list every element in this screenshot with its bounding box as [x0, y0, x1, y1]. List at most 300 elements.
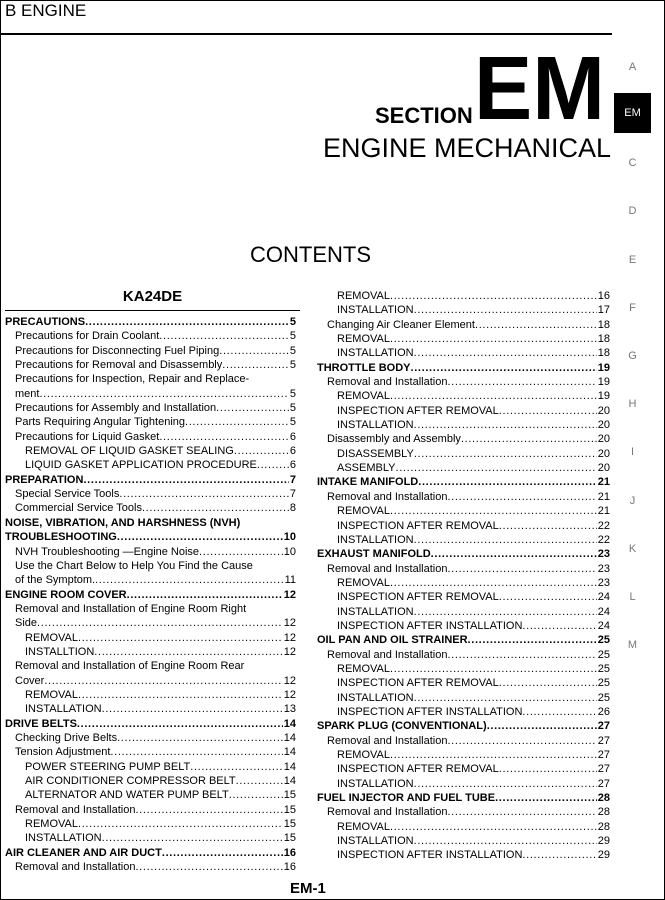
toc-entry-title: Use the Chart Below to Help You Find the Cause — [15, 559, 253, 572]
toc-entry[interactable] — [317, 289, 610, 303]
toc-dot-leader — [414, 605, 597, 619]
toc-entry-title: ASSEMBLY — [337, 462, 396, 475]
toc-entry-title: INSPECTION AFTER INSTALLATION — [337, 619, 523, 632]
toc-entry-page: 7 — [289, 488, 296, 501]
toc-entry-title: INSPECTION AFTER REMOVAL — [337, 677, 499, 690]
toc-dot-leader — [390, 662, 597, 676]
index-tab-m[interactable]: M — [627, 639, 638, 652]
toc-entry-page: 5 — [289, 344, 296, 357]
toc-entry-page: 20 — [597, 404, 610, 417]
toc-dot-leader — [390, 576, 597, 590]
toc-entry[interactable] — [317, 432, 610, 446]
index-tab-e[interactable]: E — [628, 253, 637, 266]
toc-entry-title: Precautions for Liquid Gasket — [15, 430, 160, 443]
toc-entry-title: FUEL INJECTOR AND FUEL TUBE — [317, 792, 496, 805]
toc-entry[interactable] — [5, 516, 296, 530]
toc-entry-title: AIR CLEANER AND AIR DUCT — [5, 846, 162, 859]
toc-entry-page: 16 — [283, 846, 296, 859]
toc-right-column — [317, 289, 610, 863]
toc-dot-leader — [414, 447, 597, 461]
toc-entry[interactable] — [5, 645, 296, 659]
toc-dot-leader — [499, 762, 597, 776]
toc-entry-page: 20 — [597, 433, 610, 446]
toc-entry-title: Removal and Installation — [327, 562, 448, 575]
toc-entry-title: INSTALLATION — [337, 533, 414, 546]
toc-entry[interactable] — [5, 702, 296, 716]
toc-dot-leader — [110, 745, 282, 759]
toc-entry-title: DRIVE BELTS — [5, 717, 77, 730]
toc-dot-leader — [418, 475, 597, 489]
toc-entry[interactable] — [317, 547, 610, 561]
toc-dot-leader — [431, 547, 597, 561]
toc-entry-page: 25 — [597, 677, 610, 690]
toc-entry-title: INSPECTION AFTER REMOVAL — [337, 591, 499, 604]
toc-entry-title: INSPECTION AFTER INSTALLATION — [337, 849, 523, 862]
toc-entry[interactable] — [5, 401, 296, 415]
toc-entry[interactable] — [5, 674, 296, 688]
toc-entry[interactable] — [317, 633, 610, 647]
toc-dot-leader — [390, 504, 597, 518]
toc-entry-page: 21 — [597, 505, 610, 518]
toc-entry[interactable] — [317, 762, 610, 776]
toc-entry[interactable] — [5, 372, 296, 386]
toc-dot-leader — [190, 760, 283, 774]
toc-entry-page: 6 — [289, 459, 296, 472]
toc-entry-page: 25 — [597, 691, 610, 704]
toc-dot-leader — [396, 461, 597, 475]
toc-entry-page: 28 — [597, 806, 610, 819]
toc-entry[interactable] — [317, 404, 610, 418]
toc-entry-page: 19 — [597, 376, 610, 389]
toc-entry-page: 22 — [597, 519, 610, 532]
toc-entry[interactable] — [317, 490, 610, 504]
toc-entry[interactable] — [317, 705, 610, 719]
toc-entry[interactable] — [5, 774, 296, 788]
toc-dot-leader — [77, 717, 283, 731]
toc-entry[interactable] — [5, 760, 296, 774]
toc-entry-page: 5 — [289, 402, 296, 415]
toc-entry-title: Removal and Installation — [327, 806, 448, 819]
toc-entry-title: INSTALLATION — [25, 832, 102, 845]
toc-entry-page: 7 — [289, 473, 296, 486]
toc-entry-page: 29 — [597, 835, 610, 848]
toc-entry-page: 15 — [283, 818, 296, 831]
toc-entry-title: Removal and Installation — [327, 648, 448, 661]
toc-entry-page: 5 — [289, 330, 296, 343]
toc-dot-leader — [117, 731, 283, 745]
toc-dot-leader — [522, 848, 596, 862]
toc-entry[interactable] — [5, 458, 296, 472]
toc-entry-title: INSTALLATION — [337, 835, 414, 848]
toc-entry-page: 14 — [283, 746, 296, 759]
toc-entry-page: 27 — [597, 720, 610, 733]
toc-dot-leader — [447, 648, 596, 662]
toc-entry[interactable] — [317, 848, 610, 862]
toc-entry-title: REMOVAL — [337, 820, 390, 833]
toc-entry[interactable] — [5, 717, 296, 731]
toc-entry-page: 24 — [597, 591, 610, 604]
toc-dot-leader — [414, 303, 597, 317]
toc-entry-page: 25 — [597, 634, 610, 647]
toc-dot-leader — [119, 487, 289, 501]
toc-dot-leader — [414, 777, 597, 791]
toc-entry-title: INSPECTION AFTER REMOVAL — [337, 763, 499, 776]
toc-entry[interactable] — [317, 691, 610, 705]
toc-entry-title: INSTALLATION — [337, 347, 414, 360]
index-tab-i[interactable]: I — [630, 446, 635, 459]
toc-entry[interactable] — [317, 475, 610, 489]
toc-entry-page: 27 — [597, 734, 610, 747]
toc-entry-page: 23 — [597, 548, 610, 561]
toc-dot-leader — [414, 834, 597, 848]
toc-entry[interactable] — [5, 573, 296, 587]
toc-entry[interactable] — [317, 805, 610, 819]
toc-entry-page: 12 — [283, 645, 296, 658]
toc-entry[interactable] — [5, 846, 296, 860]
toc-entry-page: 15 — [283, 832, 296, 845]
toc-entry[interactable] — [317, 777, 610, 791]
section-code: EM — [474, 39, 605, 139]
toc-entry-page: 15 — [283, 789, 296, 802]
toc-dot-leader — [78, 817, 283, 831]
toc-entry-title: INSTALLATION — [337, 605, 414, 618]
toc-dot-leader — [219, 344, 289, 358]
toc-entry-title: Precautions for Assembly and Installation — [15, 402, 217, 415]
toc-dot-leader — [83, 473, 288, 487]
toc-entry[interactable] — [5, 803, 296, 817]
toc-entry-title: REMOVAL — [337, 662, 390, 675]
toc-dot-leader — [414, 533, 597, 547]
toc-dot-leader — [447, 375, 596, 389]
toc-entry[interactable] — [317, 447, 610, 461]
toc-entry[interactable] — [5, 329, 296, 343]
toc-entry-page: 27 — [597, 763, 610, 776]
toc-dot-leader — [390, 332, 597, 346]
toc-entry[interactable] — [317, 504, 610, 518]
toc-entry-title: PRECAUTIONS — [5, 316, 86, 328]
toc-entry-title: INTAKE MANIFOLD — [317, 476, 419, 489]
toc-dot-leader — [411, 361, 597, 375]
toc-entry-title: Side — [15, 617, 38, 630]
toc-entry-title: POWER STEERING PUMP BELT — [25, 760, 191, 773]
toc-entry[interactable] — [317, 303, 610, 317]
toc-entry-page: 5 — [289, 416, 296, 429]
toc-entry-title: Removal and Installation — [327, 734, 448, 747]
toc-entry[interactable] — [317, 605, 610, 619]
toc-dot-leader — [487, 719, 597, 733]
toc-entry-title: NVH Troubleshooting —Engine Noise — [15, 545, 200, 558]
toc-entry-page: 14 — [283, 775, 296, 787]
toc-entry-page: 19 — [597, 361, 610, 374]
model-rule — [5, 310, 300, 311]
toc-dot-leader — [127, 588, 283, 602]
toc-entry[interactable] — [5, 358, 296, 372]
toc-entry-title: TROUBLESHOOTING — [5, 531, 117, 544]
toc-dot-leader — [102, 831, 283, 845]
toc-entry-page: 21 — [597, 476, 610, 489]
toc-entry-title: Precautions for Inspection, Repair and Replace- — [15, 373, 250, 386]
toc-entry-title: INSTALLATION — [337, 777, 414, 790]
toc-entry-title: Disassembly and Assembly — [327, 433, 461, 446]
toc-entry-page: 27 — [597, 749, 610, 761]
model-heading: KA24DE — [122, 288, 183, 305]
toc-entry-page: 27 — [597, 777, 610, 790]
toc-entry-title: INSPECTION AFTER REMOVAL — [337, 404, 499, 417]
toc-entry[interactable] — [317, 519, 610, 533]
toc-entry-title: REMOVAL — [25, 631, 78, 644]
toc-entry-page: 14 — [283, 760, 296, 773]
toc-dot-leader — [78, 688, 283, 702]
index-tab-h[interactable]: H — [628, 398, 637, 411]
toc-entry[interactable] — [5, 487, 296, 501]
index-tab-k[interactable]: K — [628, 542, 637, 555]
toc-entry-page: 13 — [283, 703, 296, 716]
toc-entry-page: 23 — [597, 576, 610, 589]
toc-entry-title: INSPECTION AFTER REMOVAL — [337, 519, 499, 532]
toc-entry[interactable] — [5, 817, 296, 831]
toc-entry[interactable] — [317, 748, 610, 762]
toc-dot-leader — [390, 748, 597, 762]
toc-entry[interactable] — [5, 415, 296, 429]
toc-entry-page: 28 — [597, 792, 610, 805]
toc-entry-page: 12 — [283, 688, 296, 701]
toc-dot-leader — [159, 329, 289, 343]
toc-entry-title: OIL PAN AND OIL STRAINER — [317, 634, 468, 647]
toc-dot-leader — [499, 676, 597, 690]
toc-entry-title: Removal and Installation of Engine Room Rear — [15, 660, 245, 673]
toc-entry[interactable] — [5, 473, 296, 487]
toc-entry[interactable] — [317, 533, 610, 547]
toc-entry-page: 20 — [597, 462, 610, 475]
toc-entry[interactable] — [5, 430, 296, 444]
toc-entry-page: 20 — [597, 447, 610, 460]
toc-entry-page: 11 — [284, 574, 296, 587]
toc-dot-leader — [414, 346, 597, 360]
toc-entry-title: Special Service Tools — [15, 488, 120, 501]
toc-entry-page: 19 — [597, 390, 610, 403]
toc-entry-page: 12 — [283, 588, 296, 601]
toc-dot-leader — [499, 590, 597, 604]
header-rule — [0, 33, 612, 35]
toc-left-column — [5, 315, 296, 874]
toc-entry-page: 18 — [597, 347, 610, 360]
toc-entry-title: REMOVAL — [25, 688, 78, 701]
toc-entry-title: Parts Requiring Angular Tightening — [15, 416, 185, 429]
toc-entry-page: 15 — [283, 803, 296, 816]
toc-entry-page: 21 — [597, 490, 610, 503]
section-title: ENGINE MECHANICAL — [322, 133, 611, 163]
toc-entry-title: INSTALLATION — [337, 691, 414, 704]
toc-entry-page: 5 — [289, 316, 296, 328]
toc-entry-title: Commercial Service Tools — [15, 502, 142, 515]
toc-entry[interactable] — [5, 444, 296, 458]
toc-entry[interactable] — [5, 315, 296, 329]
toc-entry[interactable] — [5, 344, 296, 358]
toc-entry[interactable] — [317, 834, 610, 848]
toc-dot-leader — [522, 705, 596, 719]
toc-dot-leader — [447, 562, 596, 576]
toc-entry[interactable] — [5, 688, 296, 702]
toc-entry[interactable] — [5, 602, 296, 616]
index-tab-a[interactable]: A — [628, 61, 637, 74]
toc-entry[interactable] — [317, 562, 610, 576]
toc-entry-title: REMOVAL — [337, 390, 390, 403]
toc-dot-leader — [85, 315, 289, 329]
toc-entry-page: 24 — [597, 619, 610, 632]
toc-entry-title: AIR CONDITIONER COMPRESSOR BELT — [25, 775, 236, 787]
toc-entry[interactable] — [5, 631, 296, 645]
toc-entry-page: 5 — [289, 387, 296, 400]
toc-entry-page: 10 — [283, 531, 296, 544]
toc-entry[interactable] — [317, 662, 610, 676]
toc-entry[interactable] — [5, 588, 296, 602]
toc-entry-page: 22 — [597, 533, 610, 546]
toc-entry[interactable] — [317, 375, 610, 389]
toc-entry-title: REMOVAL — [337, 333, 390, 346]
toc-entry-title: Changing Air Cleaner Element — [327, 318, 475, 331]
toc-entry-page: 24 — [597, 605, 610, 618]
toc-entry-title: Checking Drive Belts — [15, 731, 118, 744]
toc-entry-title: INSTALLATION — [337, 304, 414, 317]
toc-entry-page: 25 — [597, 662, 610, 675]
toc-entry-title: Removal and Installation of Engine Room Right — [15, 602, 247, 615]
toc-dot-leader — [468, 633, 597, 647]
toc-entry[interactable] — [317, 361, 610, 375]
toc-entry-title: REMOVAL — [337, 749, 390, 761]
toc-entry-title: Removal and Installation — [327, 376, 448, 389]
toc-dot-leader — [78, 631, 283, 645]
index-tab-em[interactable]: EM — [614, 93, 651, 133]
toc-entry[interactable] — [317, 820, 610, 834]
toc-dot-leader — [199, 545, 283, 559]
toc-dot-leader — [44, 674, 282, 688]
toc-entry-page: 16 — [597, 290, 610, 302]
toc-dot-leader — [135, 860, 282, 874]
toc-entry-page: 12 — [283, 631, 296, 644]
toc-entry-page: 18 — [597, 318, 610, 331]
toc-entry-title: DISASSEMBLY — [337, 447, 414, 460]
toc-entry-page: 16 — [283, 861, 296, 874]
toc-dot-leader — [95, 573, 283, 587]
toc-entry[interactable] — [5, 501, 296, 515]
section-index-tabs — [614, 43, 651, 669]
toc-entry-title: Removal and Installation — [327, 490, 448, 503]
toc-dot-leader — [234, 444, 289, 458]
index-tab-l[interactable]: L — [629, 590, 636, 603]
toc-entry[interactable] — [317, 389, 610, 403]
index-tab-d[interactable]: D — [628, 205, 637, 218]
toc-dot-leader — [216, 401, 289, 415]
toc-dot-leader — [162, 846, 283, 860]
toc-entry-page: 6 — [289, 430, 296, 443]
toc-entry-page: 28 — [597, 820, 610, 833]
toc-dot-leader — [390, 389, 597, 403]
toc-dot-leader — [499, 404, 597, 418]
toc-entry-page: 14 — [283, 731, 296, 744]
toc-dot-leader — [499, 519, 597, 533]
toc-entry-title: SPARK PLUG (CONVENTIONAL) — [317, 720, 487, 733]
toc-entry-title: Removal and Installation — [15, 861, 136, 874]
toc-entry-title: Precautions for Drain Coolant — [15, 330, 160, 343]
toc-entry[interactable] — [5, 559, 296, 573]
toc-entry[interactable] — [317, 619, 610, 633]
toc-entry-page: 26 — [597, 705, 610, 718]
toc-entry-title: INSPECTION AFTER INSTALLATION — [337, 705, 523, 718]
toc-entry[interactable] — [317, 576, 610, 590]
toc-entry[interactable] — [5, 788, 296, 802]
index-tab-g[interactable]: G — [628, 350, 637, 363]
toc-entry-title: LIQUID GASKET APPLICATION PROCEDURE — [25, 459, 257, 472]
toc-entry-page: 10 — [283, 545, 296, 558]
index-tab-j[interactable]: J — [629, 494, 636, 507]
toc-entry[interactable] — [317, 418, 610, 432]
toc-entry-title: REMOVAL — [337, 576, 390, 589]
toc-dot-leader — [390, 820, 597, 834]
toc-entry-page: 25 — [597, 648, 610, 661]
toc-dot-leader — [461, 432, 597, 446]
index-tab-f[interactable]: F — [629, 301, 636, 314]
toc-dot-leader — [390, 289, 597, 303]
toc-entry-title: EXHAUST MANIFOLD — [317, 548, 431, 561]
toc-dot-leader — [229, 788, 283, 802]
toc-entry[interactable] — [5, 860, 296, 874]
toc-entry[interactable] — [317, 734, 610, 748]
toc-entry[interactable] — [317, 719, 610, 733]
toc-dot-leader — [185, 415, 289, 429]
toc-entry[interactable] — [5, 659, 296, 673]
toc-entry[interactable] — [317, 676, 610, 690]
toc-entry[interactable] — [317, 318, 610, 332]
index-tab-c[interactable]: C — [628, 157, 637, 170]
toc-entry-page: 18 — [597, 333, 610, 346]
toc-entry[interactable] — [5, 530, 296, 544]
toc-dot-leader — [475, 318, 597, 332]
toc-entry[interactable] — [317, 461, 610, 475]
toc-entry-page: 29 — [597, 849, 610, 862]
toc-dot-leader — [522, 619, 596, 633]
toc-dot-leader — [414, 691, 597, 705]
toc-entry[interactable] — [317, 332, 610, 346]
toc-dot-leader — [159, 430, 289, 444]
toc-entry-title: REMOVAL — [337, 290, 390, 302]
toc-entry-title: THROTTLE BODY — [317, 361, 411, 374]
toc-entry[interactable] — [5, 387, 296, 401]
toc-entry-page: 20 — [597, 419, 610, 432]
toc-entry[interactable] — [5, 731, 296, 745]
toc-entry-title: Removal and Installation — [15, 803, 136, 816]
page-number: EM-1 — [290, 880, 326, 897]
toc-entry[interactable] — [5, 745, 296, 759]
toc-entry[interactable] — [5, 831, 296, 845]
toc-entry-page: 12 — [283, 617, 296, 630]
toc-dot-leader — [414, 418, 597, 432]
toc-entry-page: 8 — [289, 502, 296, 515]
toc-entry[interactable] — [317, 590, 610, 604]
toc-entry-title: Cover — [15, 674, 45, 687]
toc-entry[interactable] — [317, 346, 610, 360]
toc-entry-title: INSTALLATION — [337, 419, 414, 432]
toc-entry-title: Precautions for Removal and Disassembly — [15, 359, 223, 372]
toc-dot-leader — [495, 791, 597, 805]
toc-entry[interactable] — [317, 648, 610, 662]
toc-entry[interactable] — [5, 545, 296, 559]
toc-entry-title: ALTERNATOR AND WATER PUMP BELT — [25, 789, 229, 802]
toc-dot-leader — [447, 734, 596, 748]
toc-entry-title: Tension Adjustment — [15, 746, 111, 759]
toc-dot-leader — [37, 616, 283, 630]
toc-entry[interactable] — [5, 616, 296, 630]
toc-entry[interactable] — [317, 791, 610, 805]
